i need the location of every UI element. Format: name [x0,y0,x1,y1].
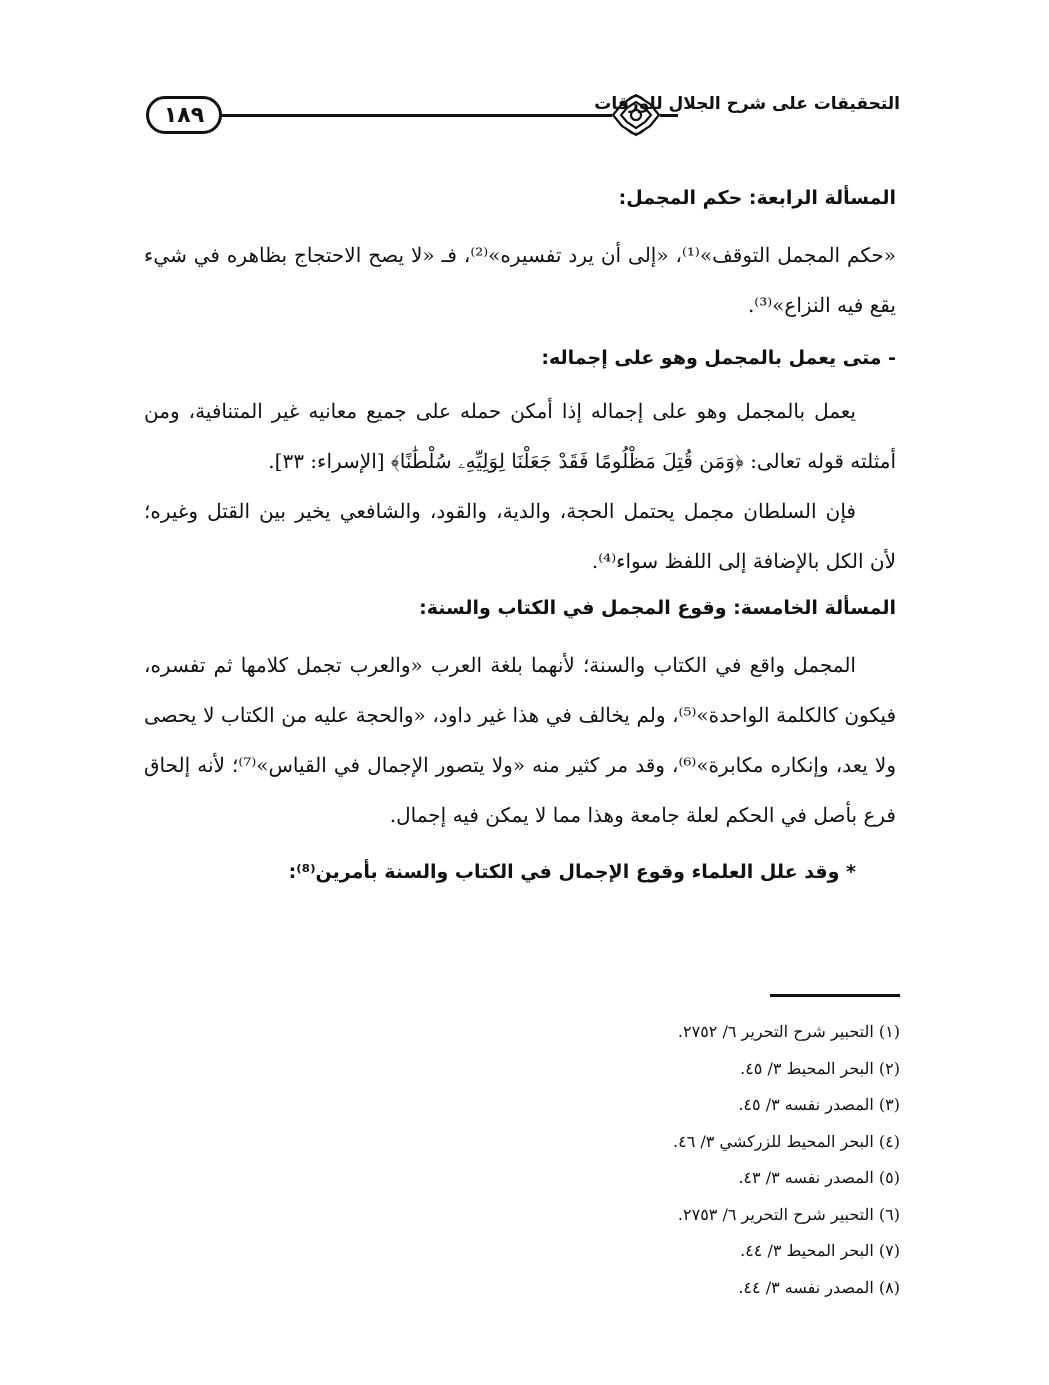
page-number: ١٨٩ [146,96,222,134]
footnote: (١) التحبير شرح التحرير ٦/ ٢٧٥٢. [677,1022,900,1041]
subheading: * وقد علل العلماء وقوع الإجمال في الكتاب والسنة بأمرين⁽⁸⁾: [288,861,856,883]
footnote: (٨) المصدر نفسه ٣/ ٤٤. [738,1277,900,1297]
footnotes-list [560,1014,900,1306]
paragraph: «حكم المجمل التوقف»⁽¹⁾، «إلى أن يرد تفسيره»⁽²⁾، فـ «لا يصح الاحتجاج بظاهره في شيء يقع فيه النزاع»⁽³⁾. [144,243,897,317]
main-text [144,176,896,900]
section-heading: المسألة الخامسة: وقوع المجمل في الكتاب والسنة: [419,597,896,619]
paragraph: يعمل بالمجمل وهو على إجماله إذا أمكن حمله على جميع معانيه غير المتنافية، ومن أمثلته قوله تعالى: ﴿وَمَن قُتِلَ مَظْلُومًا فَقَدْ جَعَلْنَا لِوَلِيِّهِۦ سُلْطَٰنًا﴾ [الإسراء: ٣٣]. [144,399,896,473]
footnote: (٦) التحبير شرح التحرير ٦/ ٢٧٥٣. [677,1204,900,1224]
header-rule [222,114,612,117]
section-heading: المسألة الرابعة: حكم المجمل: [618,187,896,209]
subheading: - متى يعمل بالمجمل وهو على إجماله: [541,347,896,369]
header-rule-right [660,114,678,117]
footnote: (٤) البحر المحيط للزركشي ٣/ ٤٦. [673,1131,900,1151]
paragraph: فإن السلطان مجمل يحتمل الحجة، والدية، والقود، والشافعي يخير بين القتل وغيره؛ لأن الكل بالإضافة إلى اللفظ سواء⁽⁴⁾. [144,499,896,573]
running-title: التحقيقات على شرح الجلال للورقات [594,94,900,114]
footnote: (٥) المصدر نفسه ٣/ ٤٣. [738,1168,900,1187]
page-header [140,88,900,148]
paragraph: المجمل واقع في الكتاب والسنة؛ لأنهما بلغة العرب «والعرب تجمل كلامها ثم تفسره، فيكون كالكلمة الواحدة»⁽⁵⁾، ولم يخالف في هذا غير داود، «والحجة عليه من الكتاب لا يحصى ولا يعد، وإنكاره مكابرة»⁽⁶⁾، وقد مر كثير منه «ولا يتصور الإجمال في القياس»⁽⁷⁾؛ لأنه إلحاق فرع بأصل في الحكم لعلة جامعة وهذا مما لا يمكن فيه إجمال. [144,653,897,827]
footnote: (٢) البحر المحيط ٣/ ٤٥. [740,1058,900,1078]
footnote: (٧) البحر المحيط ٣/ ٤٤. [740,1241,900,1260]
footnote-divider [770,994,900,997]
footnote: (٣) المصدر نفسه ٣/ ٤٥. [738,1095,900,1114]
